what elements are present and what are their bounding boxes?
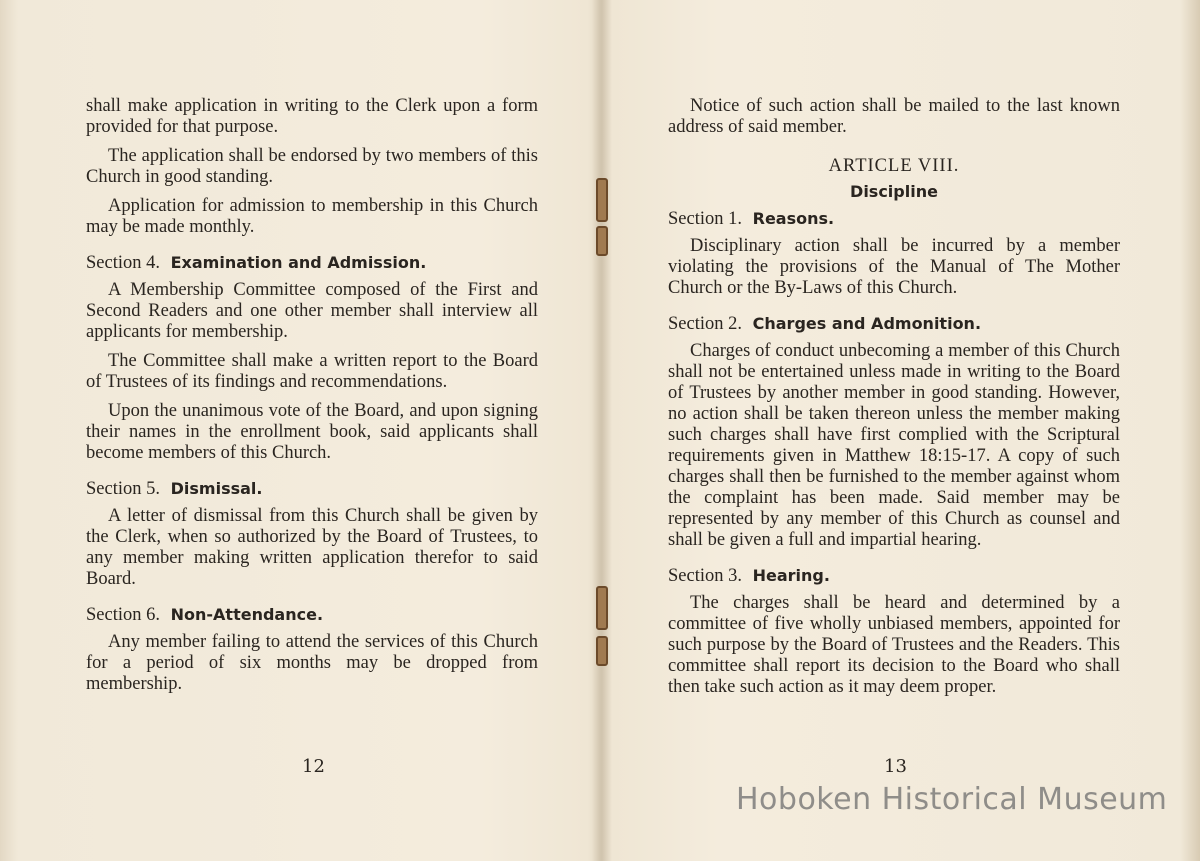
right-paragraph-1: Notice of such action shall be mailed to the last known address of said member.: [668, 96, 1120, 137]
right-paragraph-4: The charges shall be heard and determined by a committee of five wholly unbiased members, appointed for such purpose by the Board of Trustees and the Readers. This committee shall report its decision to the Board who shall then take such action as it may deem proper.: [668, 593, 1120, 697]
section-5-heading: [86, 478, 538, 500]
left-paragraph-5: The Committee shall make a written report to the Board of Trustees of its findings and recommendations.: [86, 351, 538, 392]
staple-top: [596, 178, 608, 222]
section-2-heading: [668, 313, 1120, 335]
section-4-heading: [86, 252, 538, 274]
left-paragraph-4: A Membership Committee composed of the First and Second Readers and one other member shall interview all applicants for membership.: [86, 280, 538, 342]
left-paragraph-3: Application for admission to membership in this Church may be made monthly.: [86, 196, 538, 237]
section-3-heading: [668, 565, 1120, 587]
right-paragraph-2: Disciplinary action shall be incurred by a member violating the provisions of the Manual of The Mother Church or the By-Laws of this Church.: [668, 236, 1120, 298]
section-6-title: Non-Attendance.: [170, 605, 324, 624]
section-4-label: Section 4.: [86, 253, 160, 273]
section-5-label: Section 5.: [86, 479, 160, 499]
museum-watermark: Hoboken Historical Museum: [736, 782, 1168, 817]
gutter-fold: [592, 0, 612, 861]
section-1-heading: [668, 208, 1120, 230]
section-3-label: Section 3.: [668, 566, 742, 586]
section-5-title: Dismissal.: [170, 479, 263, 498]
right-paragraph-3: Charges of conduct unbecoming a member of this Church shall not be entertained unless made in writing to the Board of Trustees by another member in good standing. However, no action shall be taken thereon unless the member making such charges shall have first complied with the Scriptural requirements given in Matthew 18:15-17. A copy of such charges shall then be furnished to the member against whom the complaint has been made. Said member may be represented by any member of this Church as counsel and shall be given a full and impartial hearing.: [668, 341, 1120, 550]
section-6-heading: [86, 604, 538, 626]
section-2-label: Section 2.: [668, 314, 742, 334]
staple-bottom-lower: [596, 636, 608, 666]
section-1-title: Reasons.: [752, 209, 835, 228]
left-paragraph-7: A letter of dismissal from this Church shall be given by the Clerk, when so authorized by the Board of Trustees, to any member making written application therefor to said Board.: [86, 506, 538, 589]
left-paragraph-2: The application shall be endorsed by two members of this Church in good standing.: [86, 146, 538, 187]
left-paragraph-8: Any member failing to attend the services of this Church for a period of six months may be dropped from membership.: [86, 632, 538, 694]
staple-bottom: [596, 586, 608, 630]
article-heading: ARTICLE VIII.: [828, 156, 960, 176]
left-page: [86, 96, 538, 703]
left-paragraph-1: shall make application in writing to the Clerk upon a form provided for that purpose.: [86, 96, 538, 137]
right-page: [668, 96, 1120, 706]
section-3-title: Hearing.: [752, 566, 830, 585]
section-2-title: Charges and Admonition.: [752, 314, 982, 333]
section-4-title: Examination and Admission.: [170, 253, 427, 272]
staple-top-lower: [596, 226, 608, 256]
section-1-label: Section 1.: [668, 209, 742, 229]
right-page-number: 13: [884, 756, 907, 777]
left-page-number: 12: [302, 756, 325, 777]
left-paragraph-6: Upon the unanimous vote of the Board, and upon signing their names in the enrollment book, said applicants shall become members of this Church.: [86, 401, 538, 463]
discipline-heading: Discipline: [850, 182, 938, 201]
section-6-label: Section 6.: [86, 605, 160, 625]
